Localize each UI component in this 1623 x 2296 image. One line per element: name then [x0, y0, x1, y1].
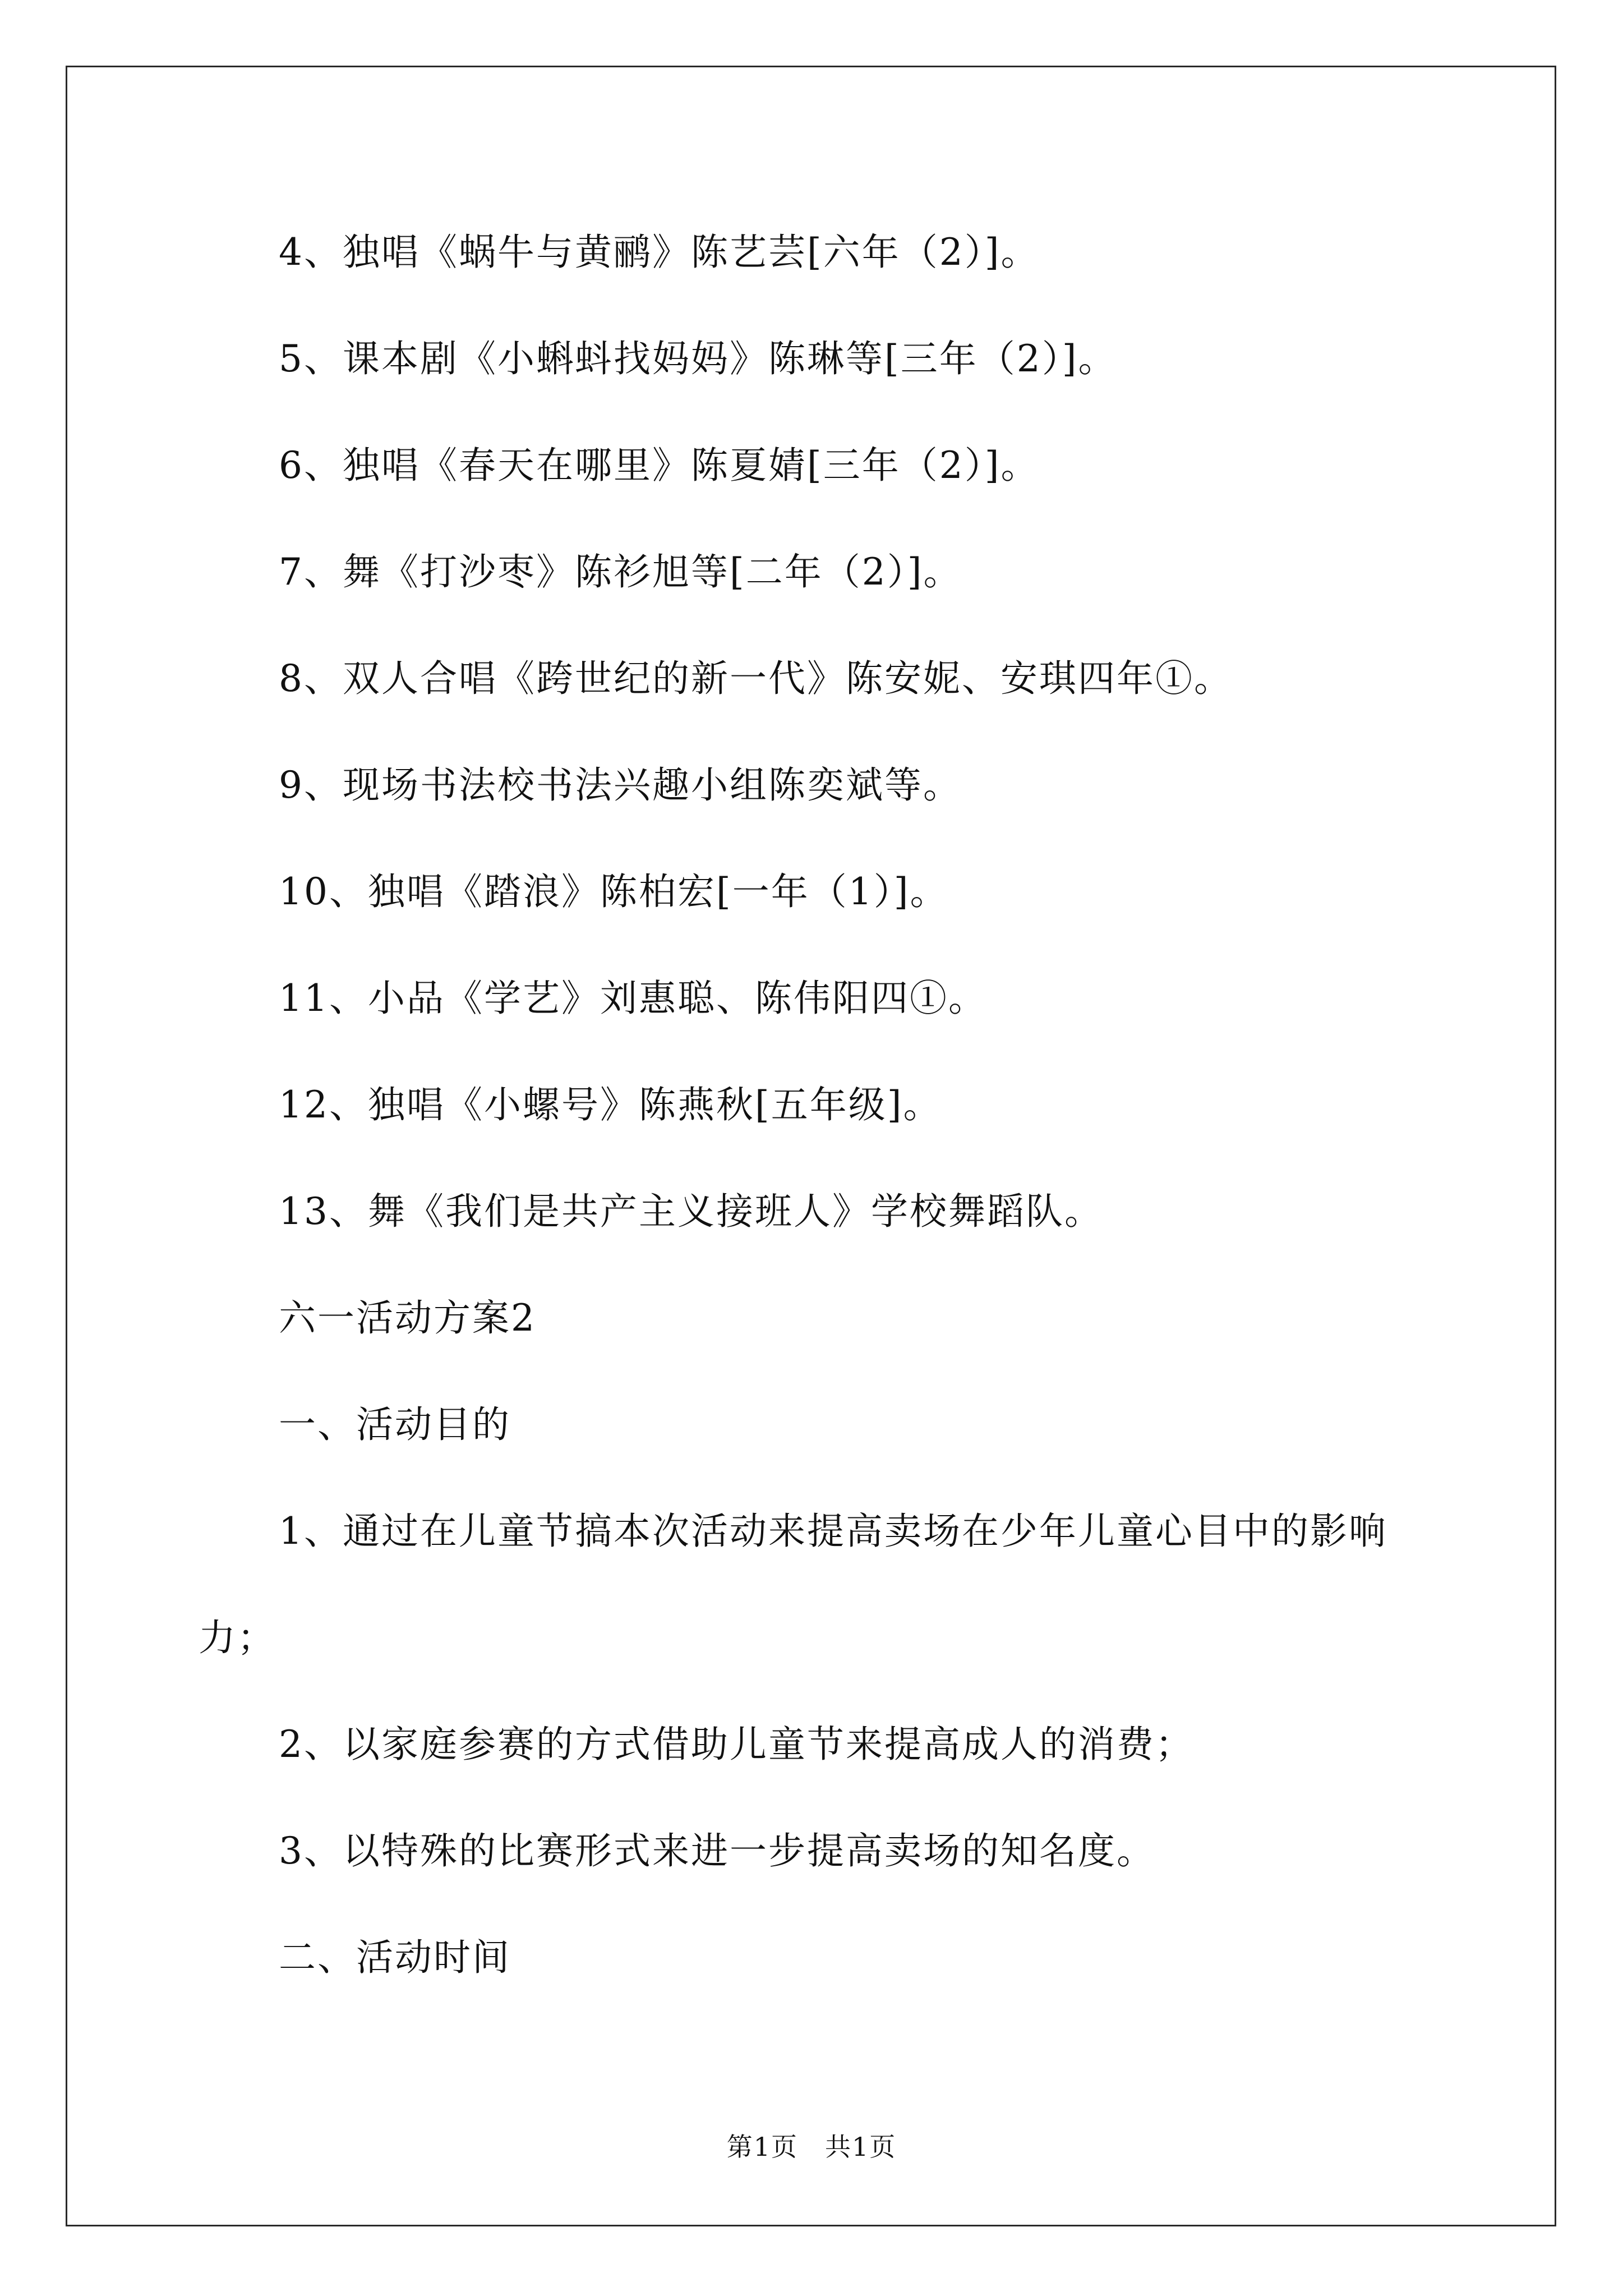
program-item-11: 11、小品《学艺》刘惠聪、陈伟阳四①。	[279, 977, 987, 1020]
heading-time: 二、活动时间	[279, 1936, 511, 1979]
purpose-item-3: 3、以特殊的比赛形式来进一步提高卖场的知名度。	[279, 1829, 1155, 1872]
program-item-6: 6、独唱《春天在哪里》陈夏婧[三年（2）]。	[279, 444, 1040, 487]
program-item-13: 13、舞《我们是共产主义接班人》学校舞蹈队。	[279, 1190, 1103, 1233]
program-item-12: 12、独唱《小螺号》陈燕秋[五年级]。	[279, 1083, 942, 1126]
purpose-item-1-continued: 力；	[199, 1616, 276, 1659]
program-item-8: 8、双人合唱《跨世纪的新一代》陈安妮、安琪四年①。	[279, 657, 1233, 700]
program-item-9: 9、现场书法校书法兴趣小组陈奕斌等。	[279, 763, 962, 807]
section-title: 六一活动方案2	[279, 1296, 536, 1340]
program-item-10: 10、独唱《踏浪》陈柏宏[一年（1）]。	[279, 870, 949, 913]
page-border	[66, 66, 1556, 2226]
page-number-footer: 第1页 共1页	[726, 2132, 897, 2162]
program-item-5: 5、课本剧《小蝌蚪找妈妈》陈琳等[三年（2）]。	[279, 337, 1117, 380]
purpose-item-1: 1、通过在儿童节搞本次活动来提高卖场在少年儿童心目中的影响	[279, 1510, 1387, 1553]
program-item-7: 7、舞《打沙枣》陈衫旭等[二年（2）]。	[279, 550, 962, 593]
program-item-4: 4、独唱《蜗牛与黄鹂》陈艺芸[六年（2）]。	[279, 231, 1040, 274]
purpose-item-2: 2、以家庭参赛的方式借助儿童节来提高成人的消费；	[279, 1723, 1194, 1766]
heading-purpose: 一、活动目的	[279, 1403, 511, 1446]
